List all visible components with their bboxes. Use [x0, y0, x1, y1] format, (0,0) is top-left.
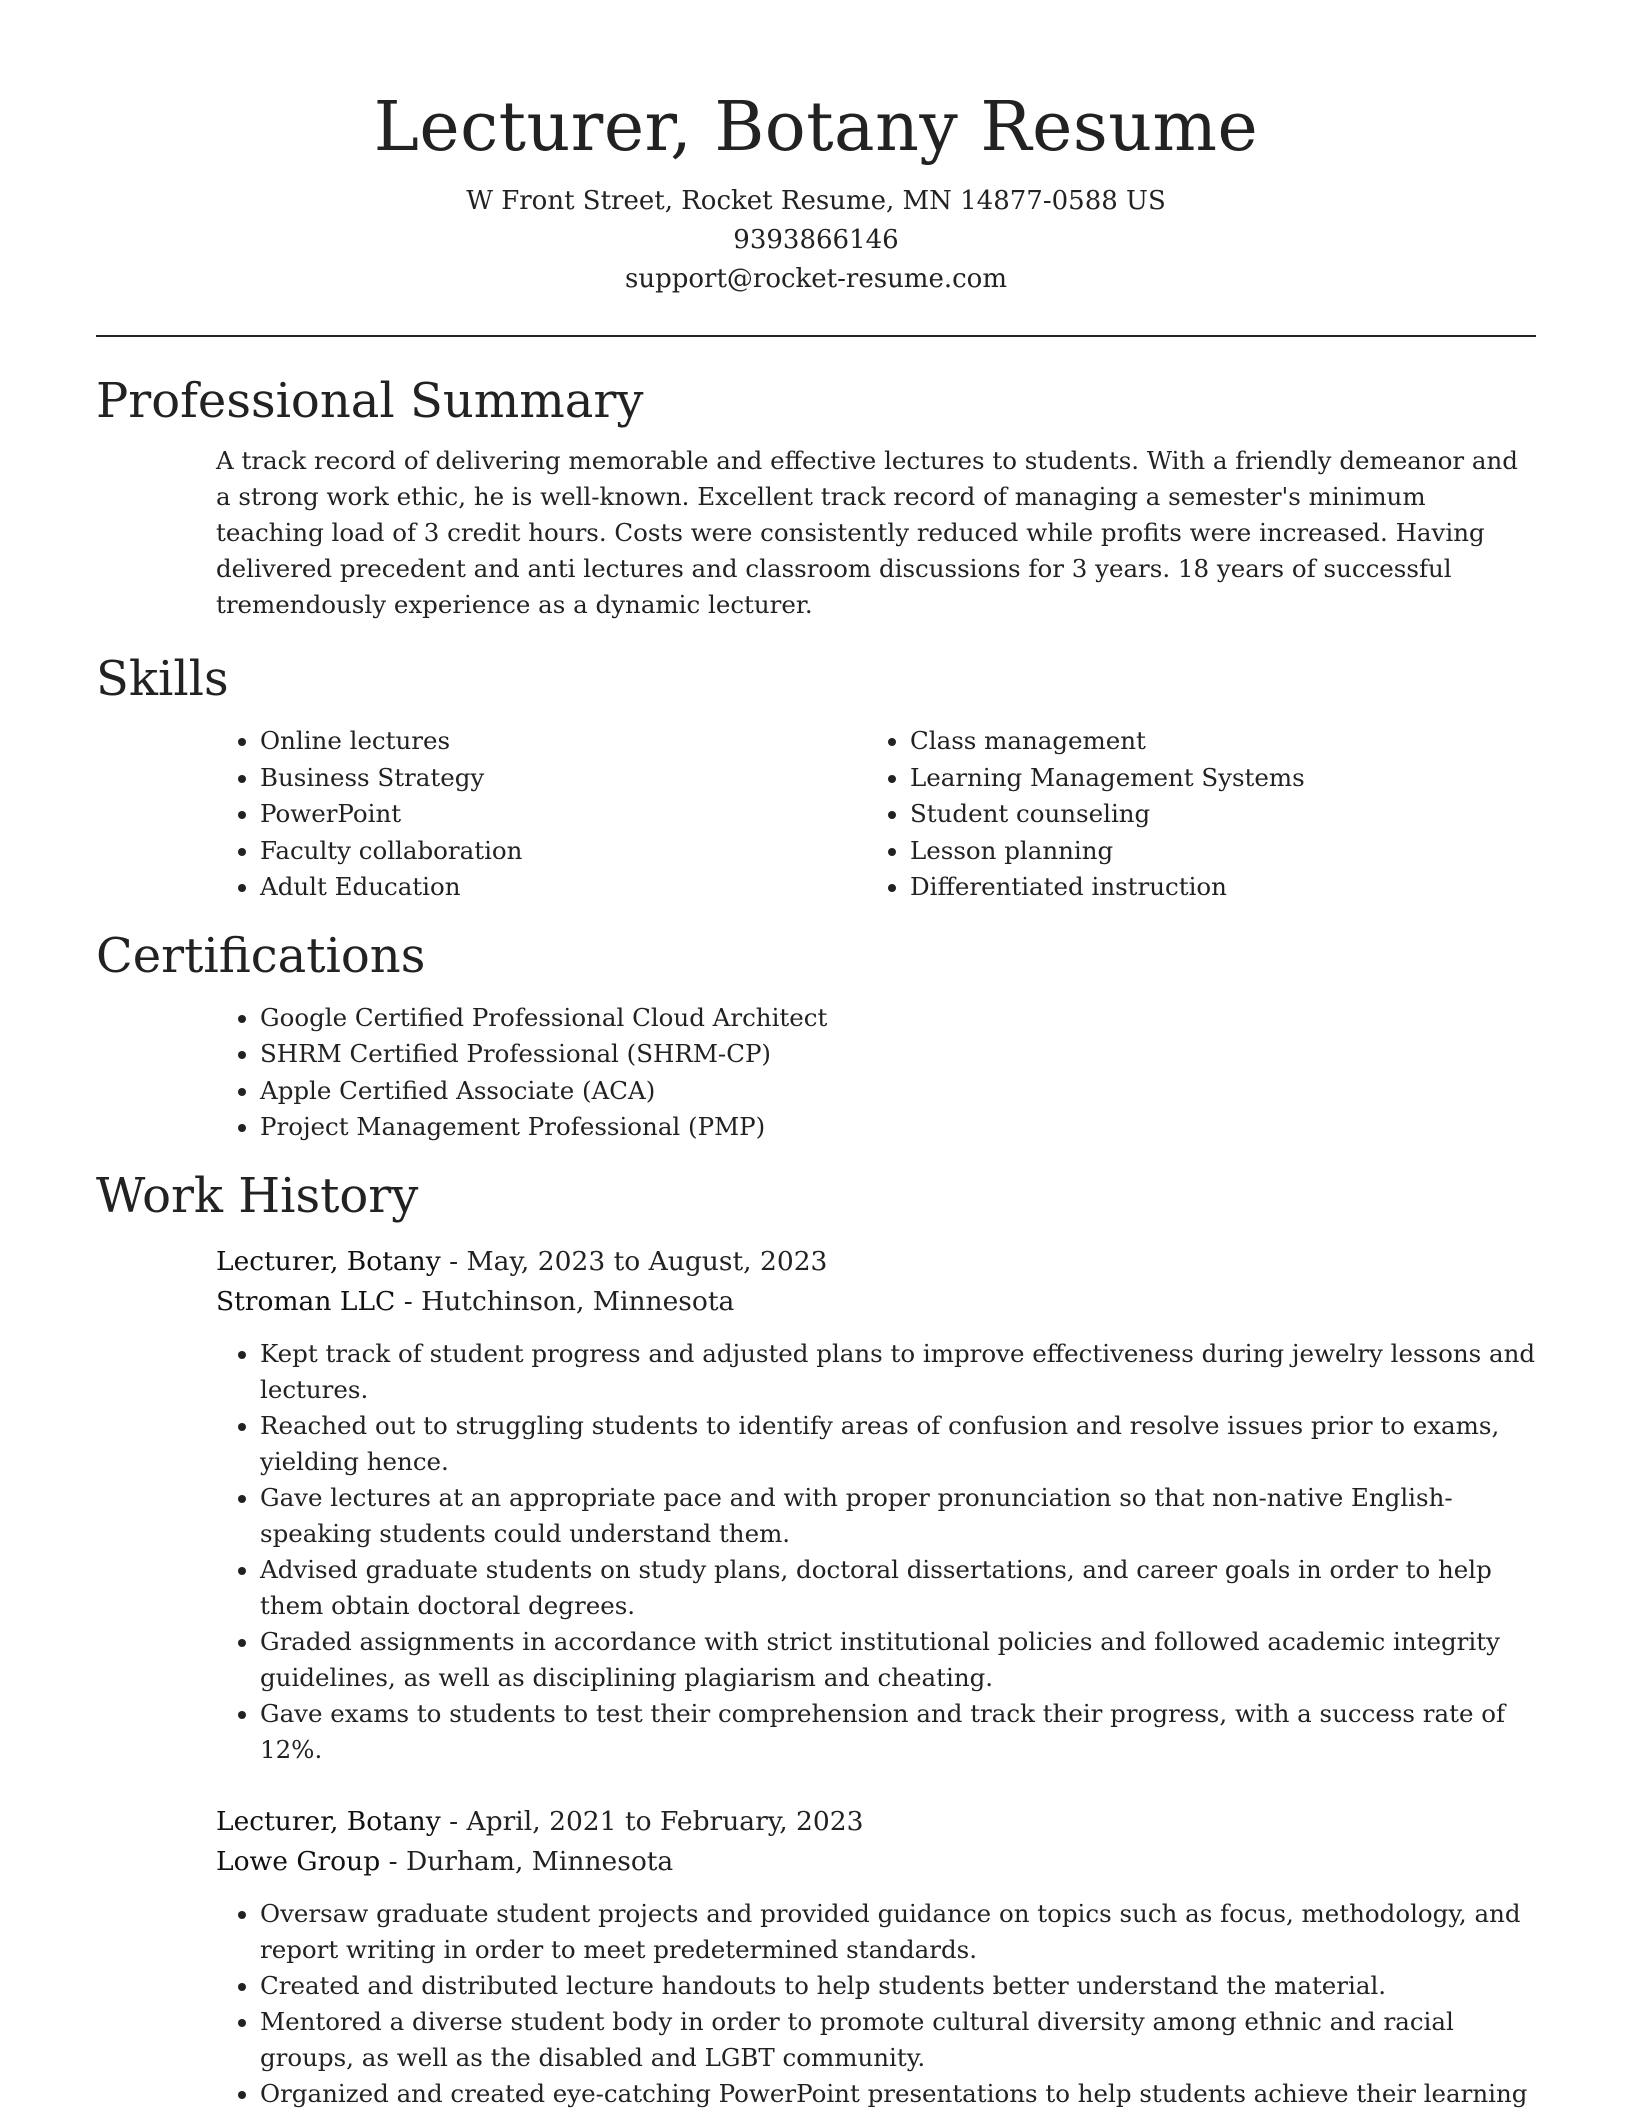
work-history-heading: Work History: [96, 1167, 419, 1224]
summary-heading: Professional Summary: [96, 373, 644, 429]
job-bullet: • Oversaw graduate student projects and provided guidance on topics such as focus, methodology, and report writing in order to meet predetermined standards.: [260, 1896, 1536, 1968]
summary-text: A track record of delivering memorable and effective lectures to students. With a friendly demeanor and a strong work ethic, he is well-known. Excellent track record of managing a semester's minimum teaching load of 3 credit hours. Costs were consistently reduced while profits were increased. Having delivered precedent and anti lectures and classroom discussions for 3 years. 18 years of successful tremendously experience as a dynamic lecturer.: [216, 446, 1518, 619]
skill-item: • Faculty collaboration: [260, 833, 866, 870]
skill-item: • Adult Education: [260, 869, 866, 906]
job-bullet: • Gave lectures at an appropriate pace and with proper pronunciation so that non-native English-speaking students could understand them.: [260, 1480, 1536, 1552]
job-company: Stroman LLC: [216, 1285, 396, 1317]
job-bullet: • Created and distributed lecture handouts to help students better understand the material.: [260, 1968, 1536, 2004]
resume-title: Lecturer, Botany Resume: [373, 88, 1259, 167]
contact-email: support@rocket-resume.com: [624, 264, 1007, 294]
job-dates: - May, 2023 to August, 2023: [440, 1245, 828, 1277]
work-history-section: [96, 1164, 1536, 2112]
skill-item: • Class management: [910, 723, 1516, 760]
job-company-line: [216, 1842, 1536, 1882]
job-bullet: • Reached out to struggling students to identify areas of confusion and resolve issues prior to exams, yielding hence.: [260, 1408, 1536, 1480]
job-bullet: • Organized and created eye-catching PowerPoint presentations to help students achieve their learning: [260, 2076, 1536, 2112]
job-bullet: • Graded assignments in accordance with strict institutional policies and followed academic integrity guidelines, as well as disciplining plagiarism and cheating.: [260, 1624, 1536, 1696]
job-bullet: • Gave exams to students to test their comprehension and track their progress, with a success rate of 12%.: [260, 1696, 1536, 1768]
skill-item: • Differentiated instruction: [910, 869, 1516, 906]
certification-item: • Google Certified Professional Cloud Architect: [260, 1000, 1536, 1037]
job-bullet: • Kept track of student progress and adjusted plans to improve effectiveness during jewelry lessons and lectures.: [260, 1336, 1536, 1408]
resume-header: [96, 0, 1536, 299]
job-bullet-list: [216, 1896, 1536, 2112]
certifications-section: [96, 924, 1536, 1146]
skills-column-left: [216, 723, 866, 906]
job-title-line: [216, 1242, 1536, 1282]
skills-list-right: [866, 723, 1516, 906]
job-bullet-list: [216, 1336, 1536, 1768]
job-bullet: • Advised graduate students on study plans, doctoral dissertations, and career goals in order to help them obtain doctoral degrees.: [260, 1552, 1536, 1624]
skills-list-left: [216, 723, 866, 906]
job-entry: [216, 1242, 1536, 1768]
skills-section: [96, 647, 1536, 906]
job-company-line: [216, 1282, 1536, 1322]
job-title-line: [216, 1802, 1536, 1842]
skills-heading: Skills: [96, 651, 229, 707]
job-location: - Durham, Minnesota: [380, 1845, 674, 1877]
job-title: Lecturer, Botany: [216, 1245, 441, 1277]
skill-item: • PowerPoint: [260, 796, 866, 833]
skill-item: • Business Strategy: [260, 760, 866, 797]
certification-item: • SHRM Certified Professional (SHRM-CP): [260, 1036, 1536, 1073]
job-bullet: • Mentored a diverse student body in order to promote cultural diversity among ethnic and racial groups, as well as the disabled and LGBT community.: [260, 2004, 1536, 2076]
skills-grid: [216, 723, 1536, 906]
skills-column-right: [866, 723, 1516, 906]
skill-item: • Learning Management Systems: [910, 760, 1516, 797]
certifications-list: [216, 1000, 1536, 1146]
skill-item: • Online lectures: [260, 723, 866, 760]
certification-item: • Project Management Professional (PMP): [260, 1109, 1536, 1146]
skill-item: • Lesson planning: [910, 833, 1516, 870]
resume-page: [96, 0, 1536, 2112]
skill-item: • Student counseling: [910, 796, 1516, 833]
certifications-list-wrap: [216, 1000, 1536, 1146]
certifications-heading: Certifications: [96, 927, 426, 984]
header-divider: [96, 335, 1536, 337]
contact-phone: 9393866146: [733, 225, 899, 255]
contact-address: W Front Street, Rocket Resume, MN 14877-0588 US: [466, 186, 1166, 216]
job-company: Lowe Group: [216, 1845, 381, 1877]
certification-item: • Apple Certified Associate (ACA): [260, 1073, 1536, 1110]
professional-summary-section: [96, 369, 1536, 623]
job-location: - Hutchinson, Minnesota: [395, 1285, 735, 1317]
job-entry: [216, 1802, 1536, 2112]
job-dates: - April, 2021 to February, 2023: [440, 1805, 864, 1837]
job-title: Lecturer, Botany: [216, 1805, 441, 1837]
